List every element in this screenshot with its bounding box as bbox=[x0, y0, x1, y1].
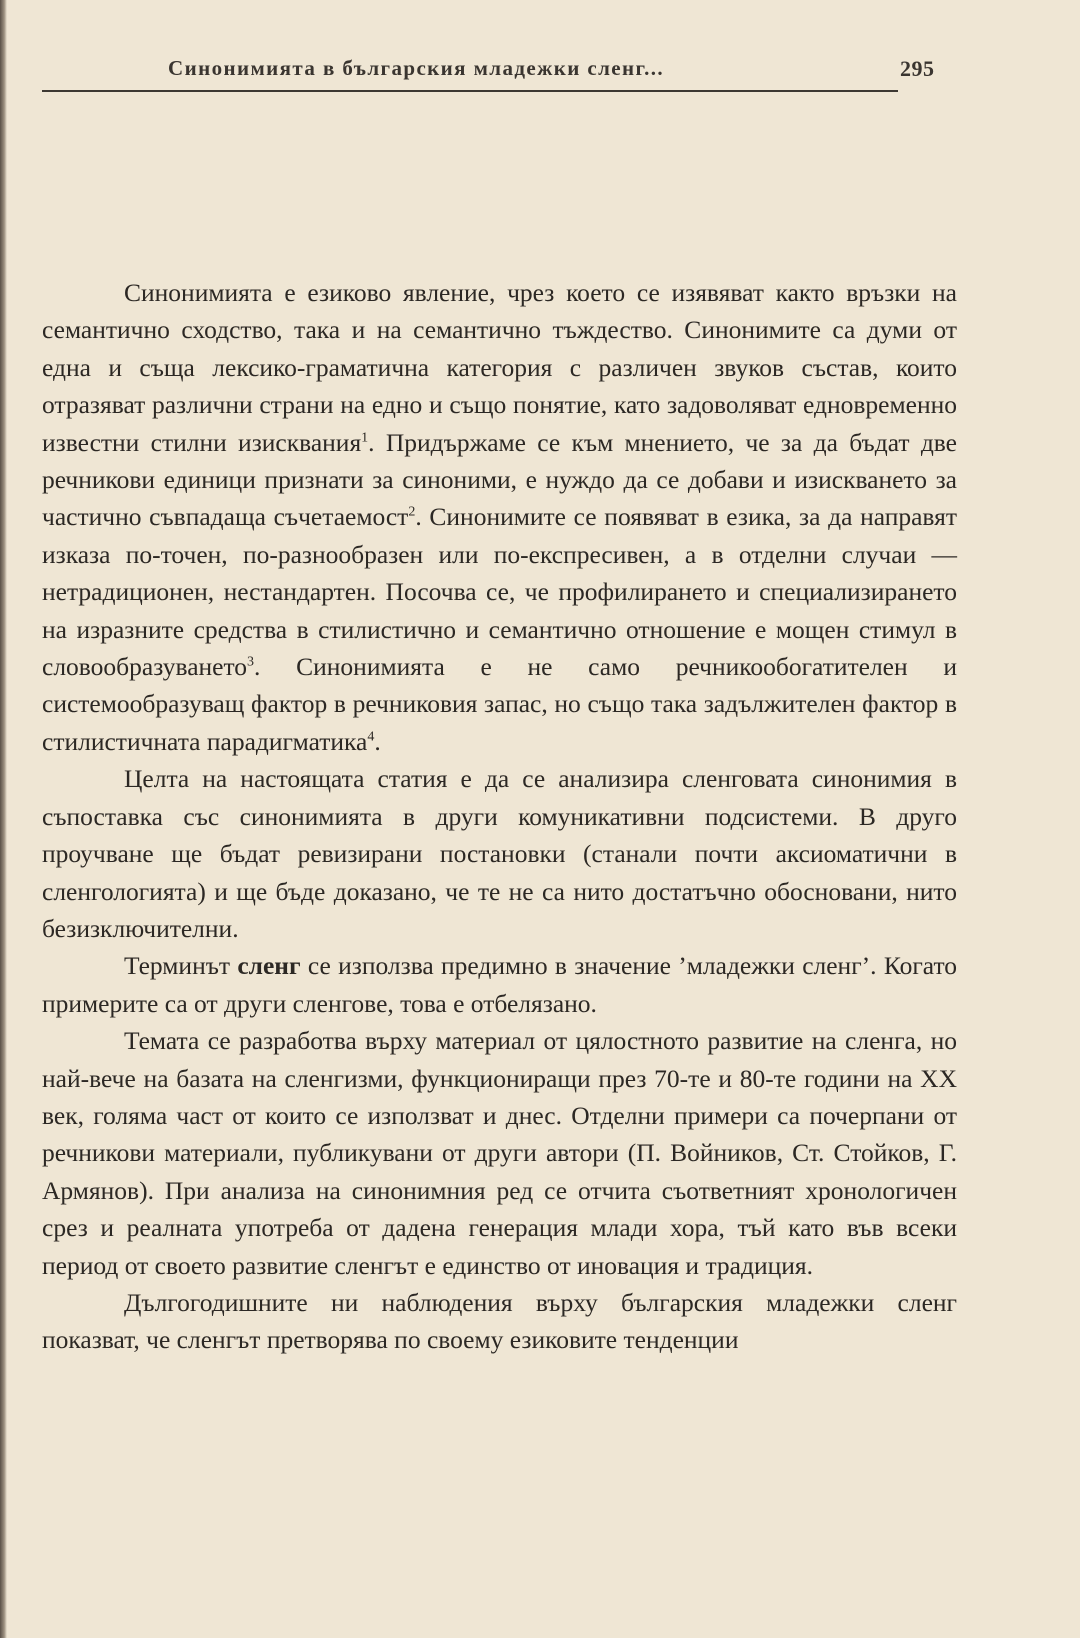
footnote-marker-3: 3 bbox=[247, 654, 255, 670]
page-number: 295 bbox=[900, 56, 935, 81]
paragraph-3 bbox=[42, 947, 957, 1022]
text-run: се използва предимно в значение ’младежки сленг’. Когато примерите са от други сленгове, това е отбелязано. bbox=[42, 951, 957, 1018]
footnote-marker-2: 2 bbox=[408, 504, 416, 520]
paragraph-4: Темата се разработва върху материал от цялостното развитие на сленга, но най-вече на базата на сленгизми, функциониращи през 70-те и 80-те години на XX век, голяма част от които се използват и днес. Отделни примери са почерпани от речникови материали, публикувани от други автори (П. Войников, Ст. Стойков, Г. Армянов). При анализа на синонимния ред се отчита съответният хронологичен срез и реалната употреба от дадена генерация млади хора, тъй като във всеки период от своето развитие сленгът е единство от иновация и традиция. bbox=[42, 1026, 957, 1280]
book-spine-shadow bbox=[0, 0, 7, 1638]
running-header bbox=[42, 50, 942, 94]
text-run: . bbox=[374, 726, 381, 756]
running-title: Синонимията в българския младежки сленг... bbox=[168, 56, 665, 80]
paragraph-5: Дългогодишните ни наблюдения върху българския младежки сленг показват, че сленгът претворява по своему езиковите тенденции bbox=[42, 1287, 957, 1355]
text-run: . Придържаме се към мнението, че за да бъдат две речникови единици признати за синоними, е нуждо да се добави и изискването за частично съвпадаща съчетаемост bbox=[42, 427, 957, 532]
paragraph-1 bbox=[42, 274, 957, 760]
text-run: . Синонимите се появяват в езика, за да направят изказа по-точен, по-разнообразен или по-експресивен, а в отделни случаи — нетрадиционен, нестандартен. Посочва се, че профилирането и специализирането на изразните средства в стилистично и семантично отношение е мощен стимул в словообразуването bbox=[42, 502, 957, 682]
text-run: Синонимията е езиково явление, чрез което се изявяват както връзки на семантично сходство, така и на семантично тъждество. Синонимите са думи от една и съща лексико-граматична категория с различен звуков състав, които отразяват различни страни на едно и също понятие, като задоволяват едновременно известни стилни изисквания bbox=[42, 278, 957, 457]
footnote-marker-4: 4 bbox=[367, 729, 375, 745]
body-text bbox=[42, 274, 957, 1359]
footnote-marker-1: 1 bbox=[361, 430, 369, 446]
text-run: Терминът bbox=[124, 951, 238, 981]
header-rule bbox=[42, 90, 898, 92]
text-run: . Синонимията е не само речникообогатителен и системообразуващ фактор в речниковия запас, но също така задължителен фактор в стилистичната парадигматика bbox=[42, 652, 957, 756]
paragraph-2: Целта на настоящата статия е да се анализира сленговата синонимия в съпоставка със синонимията в други комуникативни подсистеми. В друго проучване ще бъдат ревизирани постановки (станали почти аксиоматични в сленгологията) и ще бъде доказано, че те не са нито достатъчно обосновани, нито безизключителни. bbox=[42, 764, 957, 943]
term-bold: сленг bbox=[237, 951, 301, 981]
